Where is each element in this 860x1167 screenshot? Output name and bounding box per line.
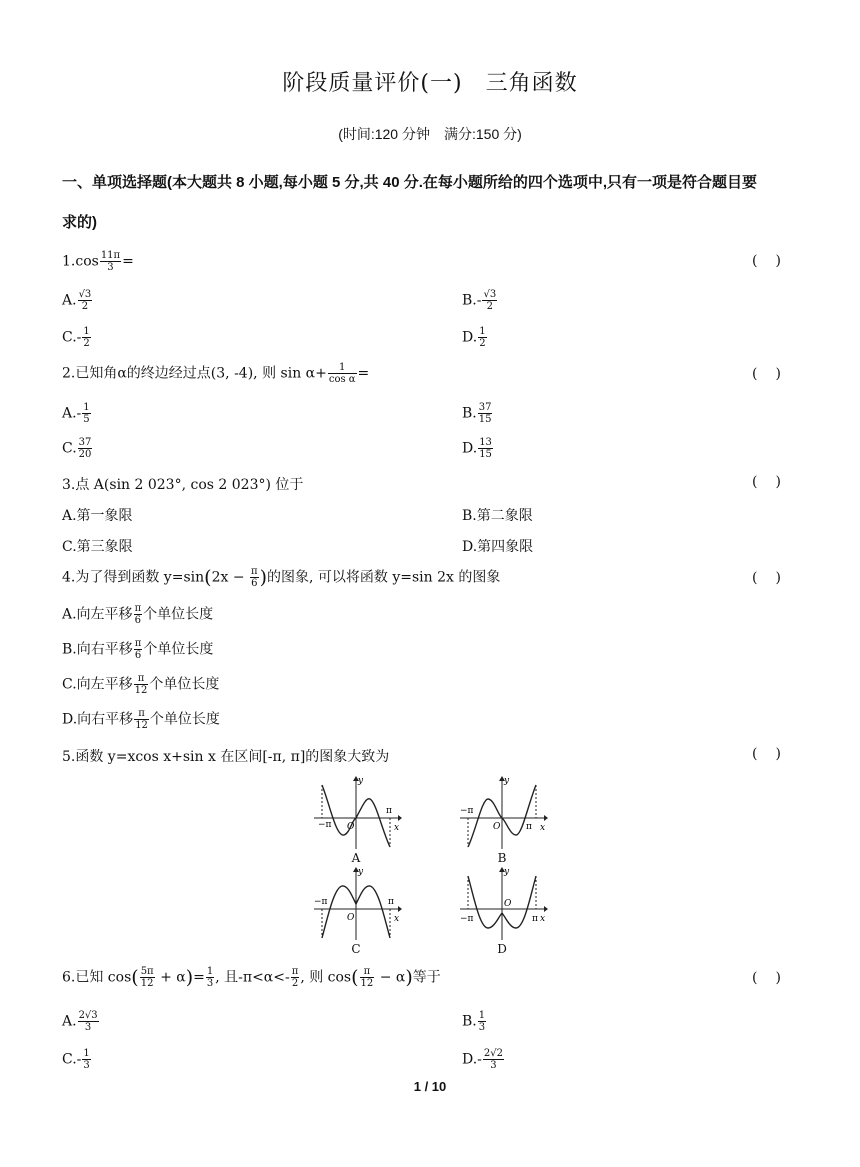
graph-option-b[interactable] (456, 775, 548, 867)
q1-option-a[interactable]: A. $\frac{√3}{2}$ (62, 289, 92, 312)
question-6: 6.已知 cos( $\frac{5\pi}{12}$ + α)= $\frac{1}{3}$ , 且-π<α<- $\frac{\pi}{2}$ , 则 cos( $\frac{\pi}{12}$ − α)等于 (62, 966, 441, 989)
svg-text:y: y (504, 776, 510, 786)
q1-prefix: 1.cos (62, 253, 99, 270)
q4-option-a[interactable]: A.向左平移 $\frac{\pi}{6}$ 个单位长度 (62, 603, 214, 626)
q3-option-c[interactable]: C.第三象限 (62, 539, 133, 555)
svg-text:π: π (532, 914, 538, 924)
svg-text:y: y (358, 867, 364, 877)
section-heading: 一、单项选择题(本大题共 8 小题,每小题 5 分,共 40 分.在每小题所给的四个选项中,只有一项是符合题目要 (62, 174, 758, 191)
q6-option-b[interactable]: B. $\frac{1}{3}$ (462, 1010, 486, 1033)
svg-text:x: x (540, 823, 546, 833)
svg-text:y: y (358, 776, 364, 786)
svg-text:O: O (347, 913, 355, 923)
q1-fraction: $\frac{11\pi}{3}$ (100, 250, 121, 273)
svg-text:−π: −π (314, 897, 328, 907)
answer-paren-1: () (752, 253, 799, 269)
svg-text:O: O (347, 822, 355, 832)
question-2: 2.已知角α的终边经过点(3, -4), 则 sin α+ $\frac{1}{\text{cos α}}$ = (62, 362, 370, 385)
page-number: 1 / 10 (413, 1079, 447, 1094)
q2-option-c[interactable]: C. $\frac{37}{20}$ (62, 437, 92, 460)
q6-option-d[interactable]: D.- $\frac{2√2}{3}$ (462, 1048, 504, 1071)
svg-text:x: x (540, 914, 546, 924)
answer-paren-2: () (752, 366, 799, 382)
graph-d-label: D (497, 942, 507, 956)
question-5: 5.函数 y=xcos x+sin x 在区间[-π, π]的图象大致为 (62, 749, 390, 765)
q2-option-d[interactable]: D. $\frac{13}{15}$ (462, 437, 492, 460)
question-1 (62, 250, 134, 273)
q2-option-a[interactable]: A.- $\frac{1}{5}$ (62, 402, 90, 425)
svg-text:x: x (394, 823, 400, 833)
svg-text:O: O (493, 822, 501, 832)
q1-option-c[interactable]: C.- $\frac{1}{2}$ (62, 326, 90, 349)
graph-b-plot (456, 775, 548, 851)
svg-text:y: y (504, 867, 510, 877)
graph-d-plot (456, 866, 548, 942)
graph-a-label: A (351, 851, 361, 865)
svg-text:x: x (394, 914, 400, 924)
q3-option-a[interactable]: A.第一象限 (62, 508, 133, 524)
graph-c-label: C (351, 942, 361, 956)
graph-c-plot (310, 866, 402, 942)
answer-paren-5: () (752, 746, 799, 762)
graph-option-a[interactable] (310, 775, 402, 867)
q3-option-d[interactable]: D.第四象限 (462, 539, 534, 555)
question-3: 3.点 A(sin 2 023°, cos 2 023°) 位于 (62, 477, 304, 493)
page-title: 阶段质量评价(一) 三角函数 (282, 71, 578, 96)
svg-text:π: π (526, 822, 532, 832)
svg-text:O: O (504, 899, 512, 909)
svg-text:−π: −π (318, 820, 332, 830)
q3-option-b[interactable]: B.第二象限 (462, 508, 533, 524)
answer-paren-6: () (752, 970, 799, 986)
svg-text:π: π (386, 806, 392, 816)
q6-option-c[interactable]: C.- $\frac{1}{3}$ (62, 1048, 90, 1071)
q4-option-d[interactable]: D.向右平移 $\frac{\pi}{12}$ 个单位长度 (62, 708, 220, 731)
question-4: 4.为了得到函数 y=sin(2x − $\frac{\pi}{6}$ )的图象, 可以将函数 y=sin 2x 的图象 (62, 566, 501, 589)
q4-option-b[interactable]: B.向右平移 $\frac{\pi}{6}$ 个单位长度 (62, 638, 214, 661)
graph-a-plot (310, 775, 402, 851)
q2-option-b[interactable]: B. $\frac{37}{15}$ (462, 402, 492, 425)
graph-b-label: B (497, 851, 507, 865)
q1-option-d[interactable]: D. $\frac{1}{2}$ (462, 326, 486, 349)
q1-option-b[interactable]: B.- $\frac{√3}{2}$ (462, 289, 497, 312)
svg-text:π: π (388, 897, 394, 907)
answer-paren-4: () (752, 570, 799, 586)
q2-fraction: $\frac{1}{\text{cos α}}$ (328, 362, 356, 385)
section-heading-cont: 求的) (62, 214, 97, 231)
svg-text:−π: −π (460, 914, 474, 924)
q1-suffix: = (122, 253, 134, 270)
svg-text:−π: −π (460, 806, 474, 816)
graph-option-d[interactable] (456, 866, 548, 958)
exam-info: (时间:120 分钟 满分:150 分) (338, 126, 522, 142)
q4-option-c[interactable]: C.向左平移 $\frac{\pi}{12}$ 个单位长度 (62, 673, 220, 696)
q6-option-a[interactable]: A. $\frac{2√3}{3}$ (62, 1010, 98, 1033)
answer-paren-3: () (752, 474, 799, 490)
graph-option-c[interactable] (310, 866, 402, 958)
